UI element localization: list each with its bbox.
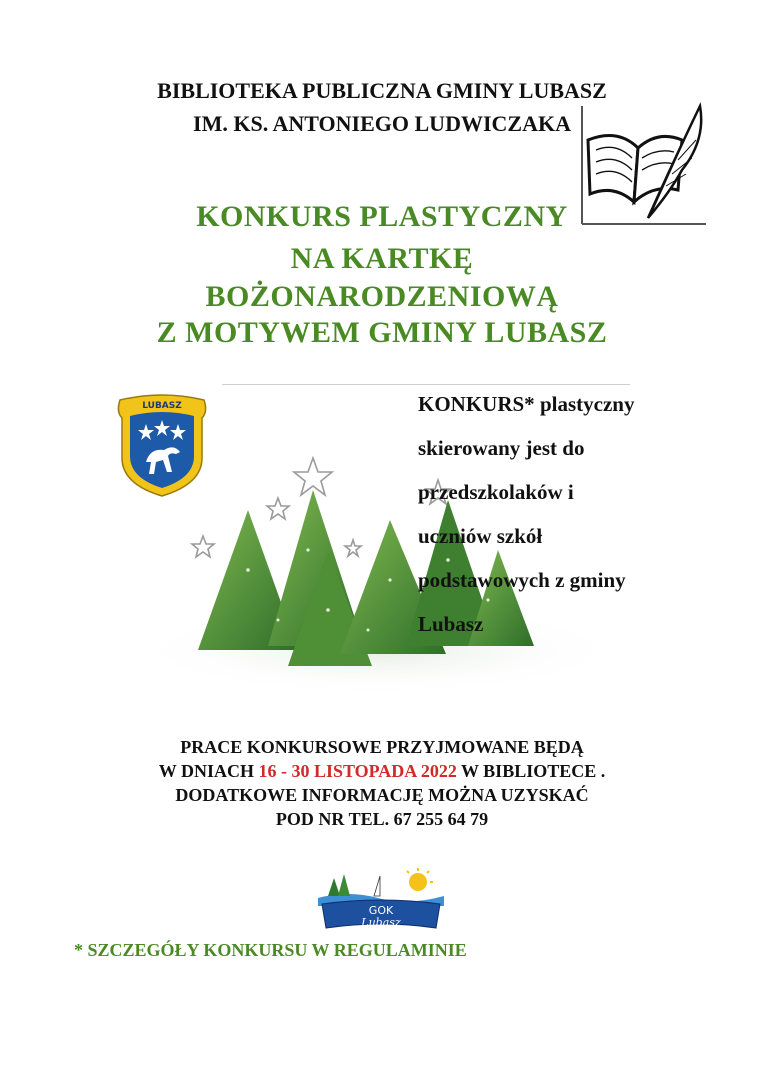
- library-patron: IM. KS. ANTONIEGO LUDWICZAKA: [193, 111, 571, 136]
- info-dates-prefix: W DNIACH: [158, 761, 259, 781]
- info-line-2: [0, 760, 764, 782]
- info-dates: 16 - 30 LISTOPADA 2022: [258, 761, 457, 781]
- description-line-2: skierowany jest do: [418, 436, 585, 460]
- title-line-3: BOŻONARODZENIOWĄ: [205, 280, 559, 313]
- gok-logo-line1: GOK: [368, 904, 394, 917]
- description-line-3: przedszkolaków i: [418, 480, 574, 504]
- info-line-4: POD NR TEL. 67 255 64 79: [275, 809, 489, 829]
- footer-note: * SZCZEGÓŁY KONKURSU W REGULAMINIE: [74, 940, 467, 960]
- gok-lubasz-logo-icon: [318, 866, 444, 936]
- title-line-1: KONKURS PLASTYCZNY: [196, 200, 568, 233]
- info-line-1: PRACE KONKURSOWE PRZYJMOWANE BĘDĄ: [180, 737, 584, 757]
- info-dates-suffix: W BIBLIOTECE .: [456, 761, 606, 781]
- title-line-2: NA KARTKĘ: [290, 242, 474, 275]
- title-line-4: Z MOTYWEM GMINY LUBASZ: [156, 316, 608, 349]
- description-lead: KONKURS*: [418, 392, 535, 416]
- info-line-3: DODATKOWE INFORMACJĘ MOŻNA UZYSKAĆ: [175, 785, 589, 805]
- divider: [222, 384, 630, 385]
- crest-text: LUBASZ: [142, 401, 182, 411]
- description-text: plastyczny: [534, 392, 635, 416]
- lubasz-crest-icon: [110, 392, 214, 500]
- description-line-4: uczniów szkół: [418, 524, 543, 548]
- description-line-1: [418, 390, 634, 418]
- gok-logo-line2: Lubasz: [361, 916, 401, 929]
- description-line-6: Lubasz: [418, 612, 484, 636]
- library-name: BIBLIOTEKA PUBLICZNA GMINY LUBASZ: [157, 78, 607, 103]
- description-line-5: podstawowych z gminy: [418, 568, 626, 592]
